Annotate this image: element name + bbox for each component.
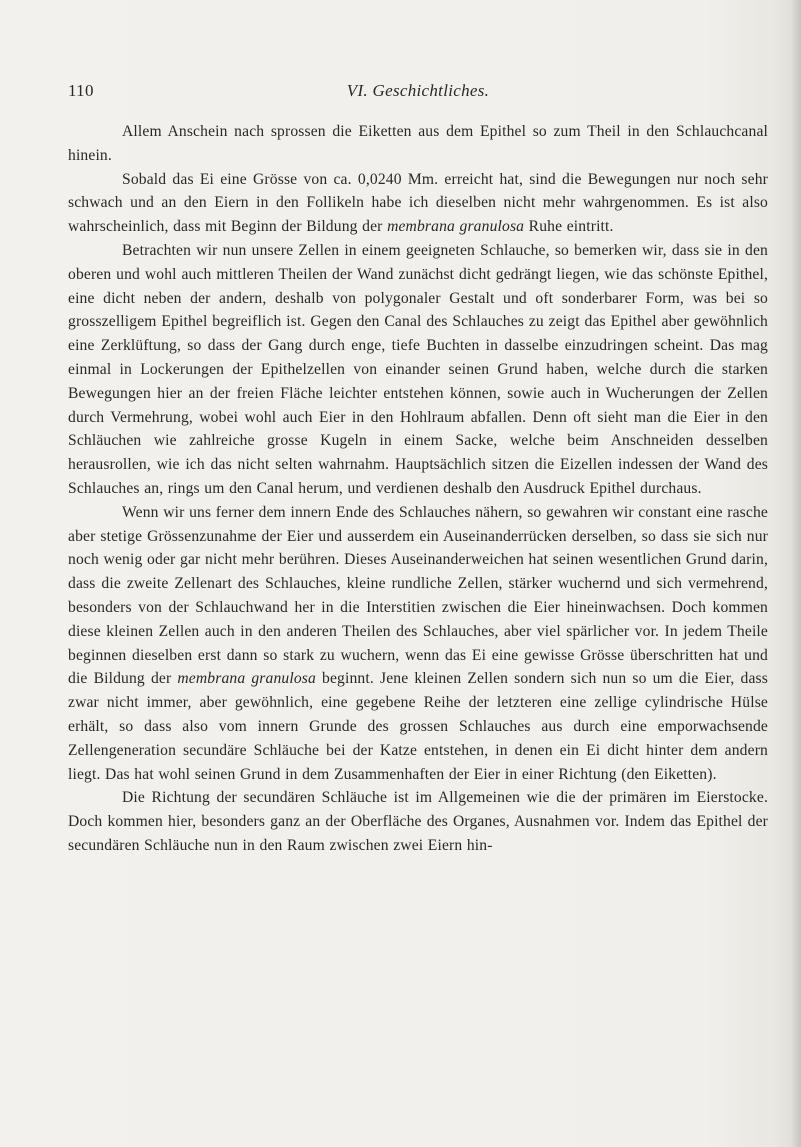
paragraph-2 — [68, 168, 768, 239]
paragraph-4 — [68, 501, 768, 787]
paragraph-2-text-before: Sobald das Ei eine Grösse von ca. 0,0240 Mm. erreicht hat, sind die Bewegungen nur noch sehr schwach und an den Eiern in den Follikeln habe ich dieselben nicht mehr wahrgenommen. Es ist also wahrscheinlich, dass mit Beginn der Bildung der — [68, 170, 768, 236]
paragraph-4-text-before: Wenn wir uns ferner dem innern Ende des Schlauches nähern, so gewahren wir constant eine rasche aber stetige Grössenzunahme der Eier und ausserdem ein Auseinanderrücken derselben, so dass sie sich nur noch wenig oder gar nicht mehr berühren. Dieses Auseinanderweichen hat seinen wesentlichen Grund darin, dass die zweite Zellenart des Schlauches, kleine rundliche Zellen, stärker wuchernd und sich vermehrend, besonders von der Schlauchwand her in die Interstitien zwischen die Eier hineinwachsen. Doch kommen diese kleinen Zellen auch in den anderen Theilen des Schlauches, aber viel spärlicher vor. In jedem Theile beginnen dieselben erst dann so stark zu wuchern, wenn das Ei eine gewisse Grösse überschritten hat und die Bildung der — [68, 503, 768, 688]
paragraph-1-text: Allem Anschein nach sprossen die Eiketten aus dem Epithel so zum Theil in den Schlauchcanal hinein. — [68, 123, 768, 164]
page-edge-shadow — [791, 0, 801, 1147]
paragraph-3 — [68, 239, 768, 501]
paragraph-4-text-after: beginnt. Jene kleinen Zellen sondern sich nun so um die Eier, dass zwar nicht immer, aber gewöhnlich, eine gegebene Reihe der letzteren eine zellige cylindrische Hülse erhält, so dass also vom innern Grunde des grossen Schlauches aus durch eine emporwachsende Zellengeneration secundäre Schläuche bei der Katze entstehen, in denen ein Ei dicht hinter dem andern liegt. Das hat wohl seinen Grund in dem Zusammenhaften der Eier in einer Richtung (den Eiketten). — [68, 670, 768, 783]
paragraph-2-emphasis: membrana granulosa — [387, 218, 525, 236]
paragraph-5 — [68, 786, 768, 857]
page-number: 110 — [68, 81, 94, 100]
paragraph-4-emphasis: membrana granulosa — [177, 670, 316, 688]
paragraph-5-text: Die Richtung der secundären Schläuche ist im Allgemeinen wie die der primären im Eierstocke. Doch kommen hier, besonders ganz an der Oberfläche des Organes, Ausnahmen vor. Indem das Epithel der secundären Schläuche nun in den Raum zwischen zwei Eiern hin- — [68, 789, 768, 854]
running-title: VI. Geschichtliches. — [346, 81, 490, 100]
paragraph-3-text: Betrachten wir nun unsere Zellen in einem geeigneten Schlauche, so bemerken wir, dass sie in den oberen und wohl auch mittleren Theilen der Wand zunächst dicht gedrängt liegen, wie das schönste Epithel, eine dicht neben der andern, deshalb von polygonaler Gestalt und oft sonderbarer Form, was bei so grosszelligem Epithel begreiflich ist. Gegen den Canal des Schlauches zu zeigt das Epithel aber gewöhnlich eine Zerklüftung, so dass der Gang durch enge, tiefe Buchten in dasselbe einzudringen scheint. Das mag einmal in Lockerungen der Epithelzellen von einander seinen Grund haben, welche durch die starken Bewegungen hier an der freien Fläche leichter entstehen können, sowie auch in Wucherungen der Zellen durch Vermehrung, wobei wohl auch Eier in den Hohlraum abfallen. Denn oft sieht man die Eier in den Schläuchen wie zahlreiche grosse Kugeln in einem Sacke, welche beim Anschneiden desselben herausrollen, wie ich das nicht selten wahrnahm. Hauptsächlich sitzen die Eizellen indessen der Wand des Schlauches an, rings um den Canal herum, und verdienen deshalb den Ausdruck Epithel durchaus. — [68, 241, 768, 497]
body-text — [68, 120, 768, 858]
page-header — [68, 81, 768, 105]
paragraph-1 — [68, 120, 768, 168]
paragraph-2-text-after: Ruhe eintritt. — [524, 218, 614, 236]
